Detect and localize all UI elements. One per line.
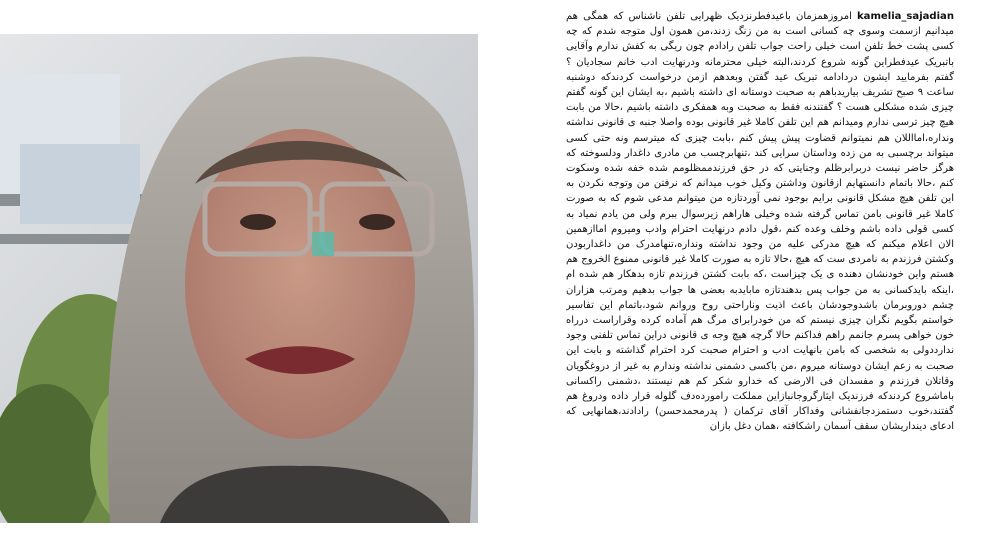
post-caption — [566, 9, 954, 547]
caption-text: امروزهمزمان باعیدفطرنزدیک ظهرایی تلفن ناشناس که همگی هم میدانیم ازسمت وسوی چه کسانی است به من زنگ زدند،من همون اول متوجه شدم که چه کسی پشت خط تلفن است خیلی راحت جواب تلفن رادادم چون ریگی به کفش ندارم وآقایی باتبریک عیدفطراین گونه شروع کردند،البته خیلی محترمانه ودرنهایت ادب خانم سجادیان ؟ گفتم بفرمایید ایشون دردادامه تبریک عید گفتن وبعدهم ازمن درخواست کردندکه دوشنبه ساعت ۹ صبح تشریف بیاریدباهم به صحبت دوستانه ای داشته باشیم ،به ایشان این گونه گفتم چیزی شده مشکلی هست ؟ گفتندنه فقط به صحبت وبه همفکری داشته باشیم ،حالا من بابت هیچ چیز ترسی ندارم ومیدانم هم این تلفن کاملا غیر قانونی بوده واصلا جنبه ی قانونی نداشته ونداره،امااللان هم نمیتوانم قضاوت پیش پیش کنم ،بابت چیزی که میترسم ونه حتی کسی میتواند برچسبی به من زده وداستان سرایی کند ،تنهابرچسب من مادری داغدار ودلسوخته که هرگز حاضر نیست دربرابرظلم وجنایتی که در حق فرزندممظلومم شده خفه شده وسکوت کنم ،حالا باتمام دانستهایم ازقانون وداشتن وکیل خوب میدانم که نرفتن من وتوجه نکردن به این تلفن هیچ مشکل قانونی برایم بوجود نمی آوردتازه من میتوانم مدعی شوم که به صورت کاملا غیر قانونی بامن تماس گرفته شده وخیلی هاراهم زیرسوال ببرم ولی من یادم نمیاد به کسی قولی داده باشم وخلف وعده کنم ،قول دادم درنهایت احترام وادب ومیروم اماازهمین الان اعلام میکنم که هیچ مدرکی علیه من وجود نداشته ونداره،تنهامدرک من داغداربودن وکشتن فرزندم به نامردی ست که هیچ ،حالا تازه به صورت کاملا غیر قانونی ممنوع الخروج هم هستم واین خودنشان دهنده ی یک چیزاست ،که بابت کشتن فرزندم تازه بدهکار هم شده ام ،اینکه بایدکسانی به من جواب پس بدهندتازه مابایدبه بعضی ها جواب بدهیم ومرتب هزاران چشم دوروبرمان باشدوجودشان باعث اذیت وناراحتی روح وروانم شود،باتمام این تفاسیر خواستم بگویم نگران چیزی نیستم که من خودرابرای مرگ هم آماده کرده وقراراست درراه خون خواهی پسرم جانمم راهم فداکنم حالا گرچه هیچ وجه ی قانونی دراین تماس تلفنی وجود ندارددولی به شخصی که بامن بانهایت ادب و احترام صحبت کرد احترام گذاشته و بابت این صحبت به زعم ایشان دوستانه میروم ،من باکسی دشمنی نداشته وندارم به غیر از دروغگویان وقاتلان فرزندم و مفسدان فی الارضی که خدارو شکر کم هم نیستند ،دشمنی راکسانی باماشروع کردندکه فرزندیک ایثارگروجانبازاین مملکت رامورده‌دف گلوله قرار داده ودروغ هم گفتند،خوب دستمزدجانفشانی وفداکار آقای ترکمان ( پدرمحمدحسن) رادادند،همانهایی که ادعای دینداریشان سقف آسمان راشکافته ،همان دغل بازان — [566, 11, 954, 433]
profile-photo — [0, 34, 478, 523]
post-username[interactable]: kamelia_sajadian — [857, 11, 954, 22]
